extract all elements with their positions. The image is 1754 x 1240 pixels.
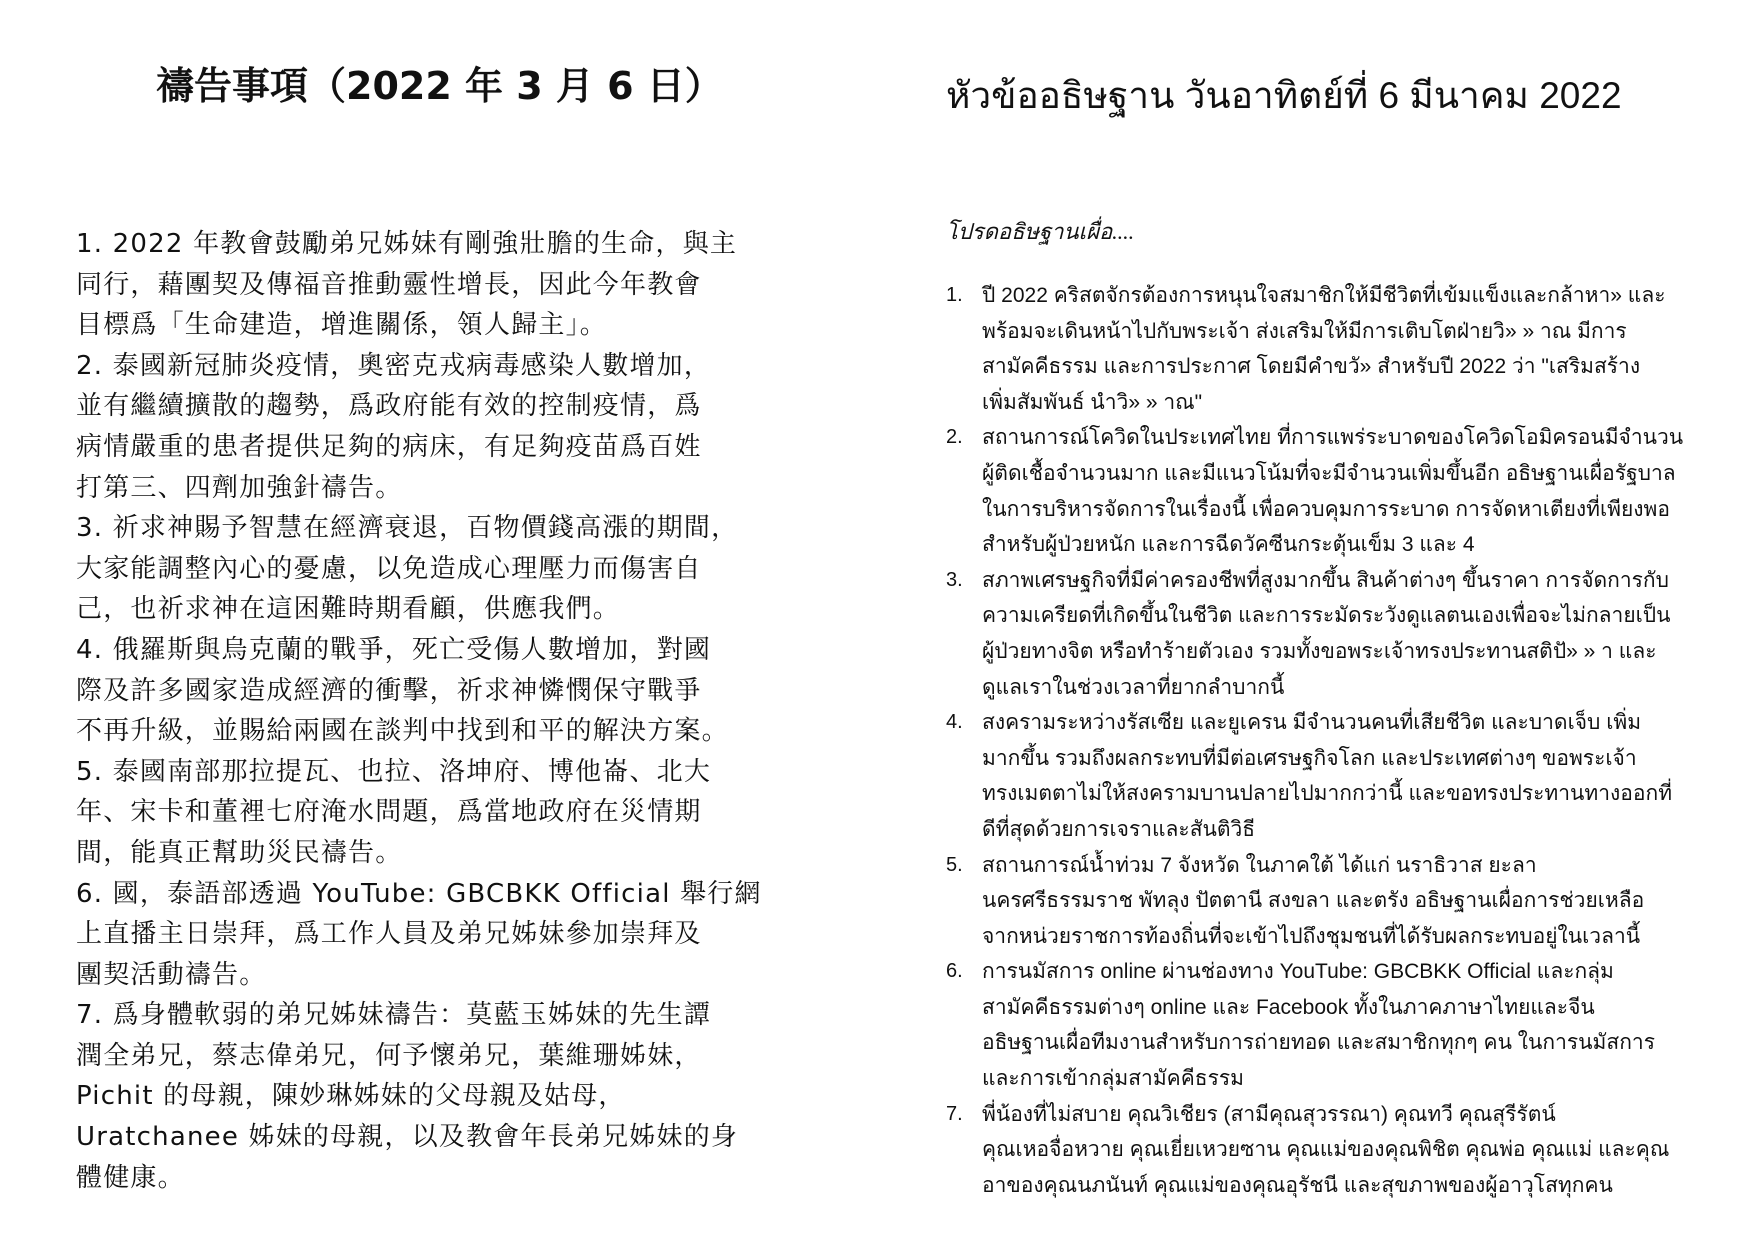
- thai-line: จากหน่วยราชการท้องถิ่นที่จะเข้าไปถึงชุมชนที่ได้รับผลกระทบอยู่ในเวลานี้: [982, 924, 1641, 948]
- item-text: [982, 278, 1726, 420]
- item-text: [982, 848, 1726, 955]
- thai-line: อธิษฐานเผื่อทีมงานสำหรับการถ่ายทอด และสมาชิกทุกๆ คน ในการนมัสการ: [982, 1031, 1655, 1055]
- thai-column: [946, 68, 1726, 1203]
- item-number: 5.: [946, 853, 963, 876]
- chinese-line: Pichit 的母親，陳妙琳姊妹的父母親及姑母，: [76, 1081, 626, 1112]
- chinese-line: 上直播主日崇拜，爲工作人員及弟兄姊妹參加崇拜及: [76, 919, 702, 950]
- thai-intro: โปรดอธิษฐานเผื่อ....: [946, 219, 1135, 244]
- item-text: [982, 1097, 1726, 1204]
- item-text: [982, 705, 1726, 847]
- thai-prayer-item: [946, 954, 1726, 1096]
- item-text: [982, 563, 1726, 705]
- thai-line: การนมัสการ online ผ่านช่องทาง YouTube: GBCBKK Official และกลุ่ม: [982, 960, 1614, 984]
- thai-line: ผู้ป่วยทางจิต หรือทำร้ายตัวเอง รวมทั้งขอพระเจ้าทรงประทานสติปั» » า และ: [982, 639, 1657, 663]
- chinese-line: Uratchanee 姊妹的母親，以及教會年長弟兄姊妹的身: [76, 1122, 739, 1153]
- thai-prayer-item: [946, 278, 1726, 420]
- item-number: 4.: [946, 711, 963, 734]
- thai-title: หัวข้ออธิษฐาน วันอาทิตย์ที่ 6 มีนาคม 2022: [946, 75, 1622, 116]
- chinese-line: 6. 國，泰語部透過 YouTube: GBCBKK Official 舉行網: [76, 878, 762, 909]
- thai-prayer-item: [946, 420, 1726, 562]
- chinese-line: 年、宋卡和董裡七府淹水問題，爲當地政府在災情期: [76, 797, 702, 828]
- chinese-prayer-list: [76, 224, 866, 1198]
- chinese-line: 團契活動禱告。: [76, 959, 267, 990]
- thai-line: ผู้ติดเชื้อจำนวนมาก และมีแนวโน้มที่จะมีจำนวนเพิ่มขึ้นอีก อธิษฐานเผื่อรัฐบาล: [982, 461, 1676, 485]
- item-number: 2.: [946, 426, 963, 449]
- item-text: [982, 420, 1726, 562]
- thai-line: มากขึ้น รวมถึงผลกระทบที่มีต่อเศรษฐกิจโลก และประเทศต่างๆ ขอพระเจ้า: [982, 746, 1637, 770]
- thai-line: อาของคุณนภนันท์ คุณแม่ของคุณอุรัชนี และสุขภาพของผู้อาวุโสทุกคน: [982, 1173, 1613, 1197]
- thai-line: สภาพเศรษฐกิจที่มีค่าครองชีพที่สูงมากขึ้น สินค้าต่างๆ ขึ้นราคา การจัดการกับ: [982, 568, 1669, 592]
- thai-prayer-item: [946, 705, 1726, 847]
- thai-line: ดีที่สุดด้วยการเจราและสันติวิธี: [982, 817, 1256, 841]
- thai-prayer-item: [946, 563, 1726, 705]
- thai-line: ปี 2022 คริสตจักรต้องการหนุนใจสมาชิกให้มีชีวิตที่เข้มแข็งและกล้าหา» และ: [982, 284, 1666, 307]
- item-text: [982, 954, 1726, 1096]
- chinese-line: 目標爲「生命建造，增進關係，領人歸主」。: [76, 310, 608, 341]
- thai-line: สงครามระหว่างรัสเซีย และยูเครน มีจำนวนคนที่เสียชีวิต และบาดเจ็บ เพิ่ม: [982, 711, 1642, 735]
- chinese-column: [76, 56, 866, 1198]
- thai-line: สามัคคีธรรมต่างๆ online และ Facebook ทั้งในภาคภาษาไทยและจีน: [982, 995, 1595, 1019]
- item-number: 6.: [946, 960, 963, 983]
- chinese-line: 間，能真正幫助災民禱告。: [76, 837, 403, 868]
- chinese-line: 己，也祈求神在這困難時期看顧，供應我們。: [76, 594, 621, 625]
- thai-prayer-item: [946, 848, 1726, 955]
- thai-line: คุณเหอจื่อหวาย คุณเยี่ยเหวยซาน คุณแม่ของคุณพิชิต คุณพ่อ คุณแม่ และคุณ: [982, 1138, 1670, 1162]
- thai-line: พี่น้องที่ไม่สบาย คุณวิเชียร (สามีคุณสุวรรณา) คุณทวี คุณสุรีรัตน์: [982, 1102, 1556, 1126]
- thai-line: สถานการณ์น้ำท่วม 7 จังหวัด ในภาคใต้ ได้แก่ นราธิวาส ยะลา: [982, 853, 1537, 877]
- chinese-line: 潤全弟兄，蔡志偉弟兄，何予懷弟兄，葉維珊姊妹，: [76, 1040, 702, 1071]
- chinese-line: 際及許多國家造成經濟的衝擊，祈求神憐憫保守戰爭: [76, 675, 702, 706]
- thai-line: พร้อมจะเดินหน้าไปกับพระเจ้า ส่งเสริมให้มีการเติบโตฝ่ายวิ» » าณ มีการ: [982, 319, 1627, 343]
- thai-prayer-list: [946, 278, 1726, 1203]
- item-number: 7.: [946, 1102, 963, 1125]
- thai-line: สามัคคีธรรม และการประกาศ โดยมีคำขวั» สำหรับปี 2022 ว่า "เสริมสร้าง: [982, 355, 1641, 379]
- chinese-line: 3. 祈求神賜予智慧在經濟衰退，百物價錢高漲的期間，: [76, 513, 739, 544]
- item-number: 3.: [946, 568, 963, 591]
- thai-line: ดูแลเราในช่วงเวลาที่ยากลำบากนี้: [982, 675, 1285, 699]
- thai-line: ในการบริหารจัดการในเรื่องนี้ เพื่อควบคุมการระบาด การจัดหาเตียงที่เพียงพอ: [982, 497, 1671, 521]
- thai-line: นครศรีธรรมราช พัทลุง ปัตตานี สงขลา และตรัง อธิษฐานเผื่อการช่วยเหลือ: [982, 889, 1645, 913]
- chinese-line: 不再升級，並賜給兩國在談判中找到和平的解決方案。: [76, 716, 729, 747]
- chinese-line: 體健康。: [76, 1162, 185, 1193]
- chinese-line: 病情嚴重的患者提供足夠的病床，有足夠疫苗爲百姓: [76, 431, 702, 462]
- chinese-line: 打第三、四劑加強針禱告。: [76, 472, 403, 503]
- thai-line: เพิ่มสัมพันธ์ นำวิ» » าณ": [982, 390, 1203, 414]
- chinese-line: 同行，藉團契及傳福音推動靈性增長，因此今年教會: [76, 269, 702, 300]
- chinese-line: 並有繼續擴散的趨勢，爲政府能有效的控制疫情，爲: [76, 391, 702, 422]
- thai-line: และการเข้ากลุ่มสามัคคีธรรม: [982, 1067, 1244, 1091]
- thai-line: สำหรับผู้ป่วยหนัก และการฉีดวัคซีนกระตุ้นเข็ม 3 และ 4: [982, 533, 1475, 557]
- thai-line: ทรงเมตตาไม่ให้สงครามบานปลายไปมากกว่านี้ และขอทรงประทานทางออกที่: [982, 782, 1673, 806]
- thai-prayer-item: [946, 1097, 1726, 1204]
- thai-line: ความเครียดที่เกิดขึ้นในชีวิต และการระมัดระวังดูแลตนเองเพื่อจะไม่กลายเป็น: [982, 604, 1671, 628]
- chinese-line: 1. 2022 年教會鼓勵弟兄姊妹有剛強壯膽的生命，與主: [76, 229, 738, 259]
- chinese-line: 2. 泰國新冠肺炎疫情，奧密克戎病毒感染人數增加，: [76, 350, 712, 381]
- thai-line: สถานการณ์โควิดในประเทศไทย ที่การแพร่ระบาดของโควิดโอมิครอนมีจำนวน: [982, 426, 1684, 450]
- chinese-title: 禱告事項（2022 年 3 月 6 日）: [156, 64, 723, 108]
- item-number: 1.: [946, 284, 963, 306]
- chinese-line: 大家能調整內心的憂慮，以免造成心理壓力而傷害自: [76, 553, 702, 584]
- chinese-line: 7. 爲身體軟弱的弟兄姊妹禱告：莫藍玉姊妹的先生譚: [76, 1000, 712, 1031]
- chinese-line: 4. 俄羅斯與烏克蘭的戰爭，死亡受傷人數增加，對國: [76, 634, 712, 665]
- chinese-line: 5. 泰國南部那拉提瓦、也拉、洛坤府、博他崙、北大: [76, 756, 712, 787]
